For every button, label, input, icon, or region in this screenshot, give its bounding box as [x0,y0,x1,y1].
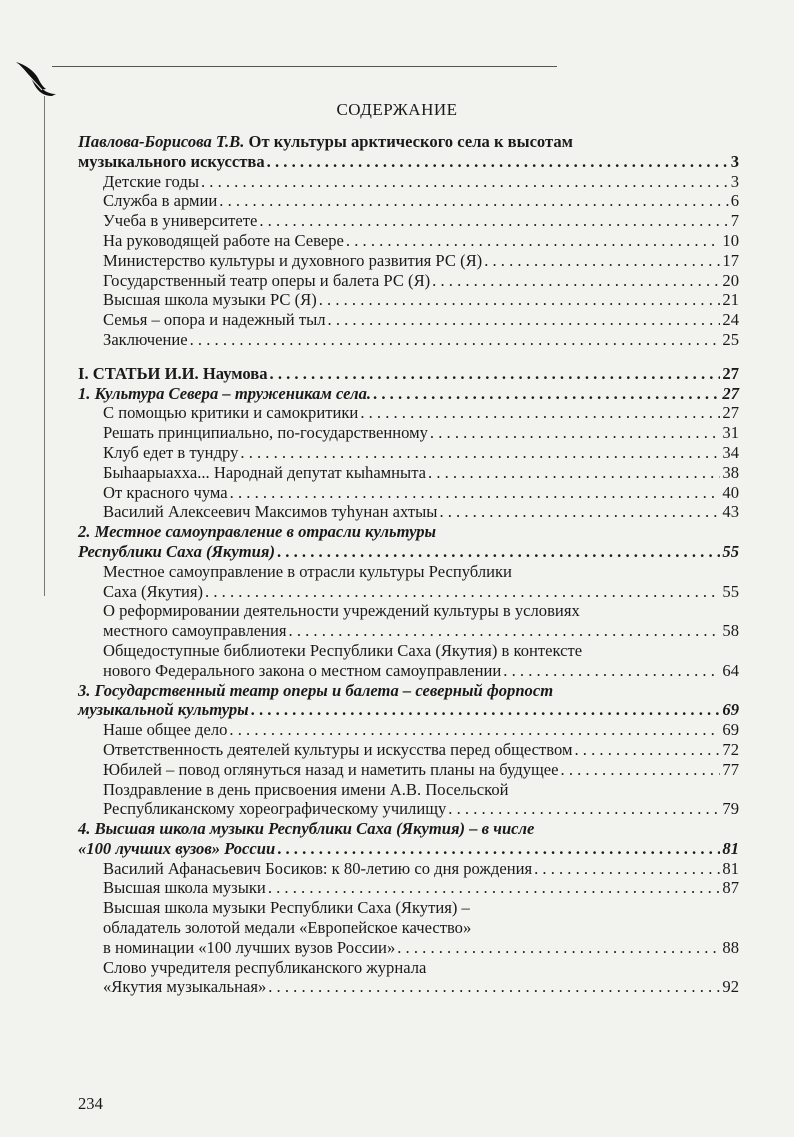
toc-page: 27 [722,383,739,403]
toc-title: Ответственность деятелей культуры и искусства перед обществом [103,739,573,759]
toc-title: На руководящей работе на Севере [103,230,344,250]
toc-item [103,330,739,350]
toc-item [103,720,739,740]
toc-page: 6 [730,191,739,211]
margin-rule [44,96,45,596]
toc-title: Высшая школа музыки Республики Саха (Якутия) – [103,898,470,918]
toc-title: Василий Афанасьевич Босиков: к 80-летию со дня рождения [103,858,533,878]
toc-title: Василий Алексеевич Максимов туһунан ахтыы [103,502,438,522]
contents-heading: СОДЕРЖАНИЕ [336,100,458,119]
toc-item [103,423,739,443]
toc-item [103,310,739,330]
toc-page: 69 [722,700,739,720]
toc-title: Министерство культуры и духовного развития РС (Я) [103,250,483,270]
toc-page: 92 [722,977,739,997]
toc-item [103,780,739,820]
toc-title: От культуры арктического села к высотам [248,132,573,151]
toc-title: нового Федерального закона о местном самоуправлении [103,660,502,680]
toc-page: 27 [722,363,739,383]
toc-title: музыкального искусства [78,151,265,171]
toc-page: 17 [722,250,739,270]
toc-page: 3 [730,151,739,171]
toc-item [103,290,739,310]
toc-title: I. СТАТЬИ И.И. Наумова [78,363,268,383]
toc-section [78,522,739,562]
toc-title: С помощью критики и самокритики [103,403,359,423]
toc-item [103,898,739,957]
toc-item [103,191,739,211]
toc-title: музыкальной культуры [78,700,249,720]
quill-pen-icon [12,58,60,102]
toc-title: Местное самоуправление в отрасли культуры Республики [103,561,512,581]
toc-title: 3. Государственный театр оперы и балета – северный форпост [78,680,554,700]
toc-section [78,819,739,859]
toc-title: Служба в армии [103,191,218,211]
toc-page: 77 [722,759,739,779]
toc-title: Детские годы [103,171,199,191]
toc-page: 69 [722,720,739,740]
toc-item [103,740,739,760]
toc-item [103,231,739,251]
toc-page: 10 [722,230,739,250]
toc-title: в номинации «100 лучших вузов России» [103,937,396,957]
toc-page: 72 [722,739,739,759]
toc-title: От красного чума [103,482,228,502]
toc-title: Высшая школа музыки РС (Я) [103,290,317,310]
toc-page: 27 [722,403,739,423]
toc-item [103,859,739,879]
header-rule [52,66,557,67]
toc-item [103,403,739,423]
toc-page: 40 [722,482,739,502]
toc-title: Саха (Якутия) [103,581,204,601]
toc-title: 1. Культура Севера – труженикам села. [78,383,372,403]
toc-section [78,384,739,404]
toc-title: Юбилей – повод оглянуться назад и наметить планы на будущее [103,759,559,779]
toc-title: Заключение [103,329,188,349]
toc-page: 55 [722,581,739,601]
toc-page: 20 [722,270,739,290]
toc-page: 81 [722,838,739,858]
toc-page: 3 [730,171,739,191]
toc-author: Павлова-Борисова Т.В. [78,132,245,151]
toc-item [103,443,739,463]
toc-item [103,271,739,291]
toc-page: 24 [722,310,739,330]
toc-title: Общедоступные библиотеки Республики Саха (Якутия) в контексте [103,640,583,660]
toc-page: 38 [722,462,739,482]
toc-item [103,483,739,503]
toc-section [78,681,739,721]
toc-title: Республиканскому хореографическому училищу [103,799,447,819]
toc-title: «100 лучших вузов» России [78,838,276,858]
toc-page: 7 [730,211,739,231]
toc-page: 81 [722,858,739,878]
toc-item [103,562,739,602]
toc-title: Республики Саха (Якутия) [78,541,275,561]
toc-page: 31 [722,423,739,443]
toc-page: 87 [722,878,739,898]
toc-item [103,463,739,483]
toc-title: Слово учредителя республиканского журнала [103,957,427,977]
toc-part [78,364,739,384]
toc-item [103,502,739,522]
toc-title: Поздравление в день присвоения имени А.В. Посельской [103,779,509,799]
toc-title: местного самоуправления [103,621,287,641]
toc-section [78,132,739,172]
toc-item [103,878,739,898]
toc-title: Высшая школа музыки [103,878,266,898]
toc-title: 4. Высшая школа музыки Республики Саха (Якутия) – в числе [78,819,535,839]
toc-item [103,601,739,641]
toc-page: 58 [722,621,739,641]
toc-item [103,172,739,192]
toc-page: 21 [722,290,739,310]
toc-title: Клуб едет в тундру [103,442,239,462]
toc-title: Решать принципиально, по-государственному [103,423,428,443]
toc-title: Государственный театр оперы и балета РС (Я) [103,270,431,290]
toc-title: О реформировании деятельности учреждений культуры в условиях [103,601,580,621]
toc-item [103,760,739,780]
toc-page: 79 [722,799,739,819]
toc-title: Быһаарыахха... Народнай депутат кыһамныта [103,462,427,482]
toc-page: 64 [722,660,739,680]
toc-title: Семья – опора и надежный тыл [103,310,326,330]
toc-item [103,958,739,998]
toc-item [103,211,739,231]
toc-title: Учеба в университете [103,211,258,231]
table-of-contents [78,132,739,997]
toc-page: 43 [722,502,739,522]
toc-title: обладатель золотой медали «Европейское качество» [103,918,472,938]
toc-page: 25 [722,329,739,349]
toc-page: 34 [722,442,739,462]
toc-item [103,251,739,271]
page-number: 234 [78,1094,103,1113]
toc-title: 2. Местное самоуправление в отрасли культуры [78,522,437,542]
toc-page: 55 [722,541,739,561]
toc-title: «Якутия музыкальная» [103,977,267,997]
toc-item [103,641,739,681]
toc-title: Наше общее дело [103,720,228,740]
toc-page: 88 [722,937,739,957]
